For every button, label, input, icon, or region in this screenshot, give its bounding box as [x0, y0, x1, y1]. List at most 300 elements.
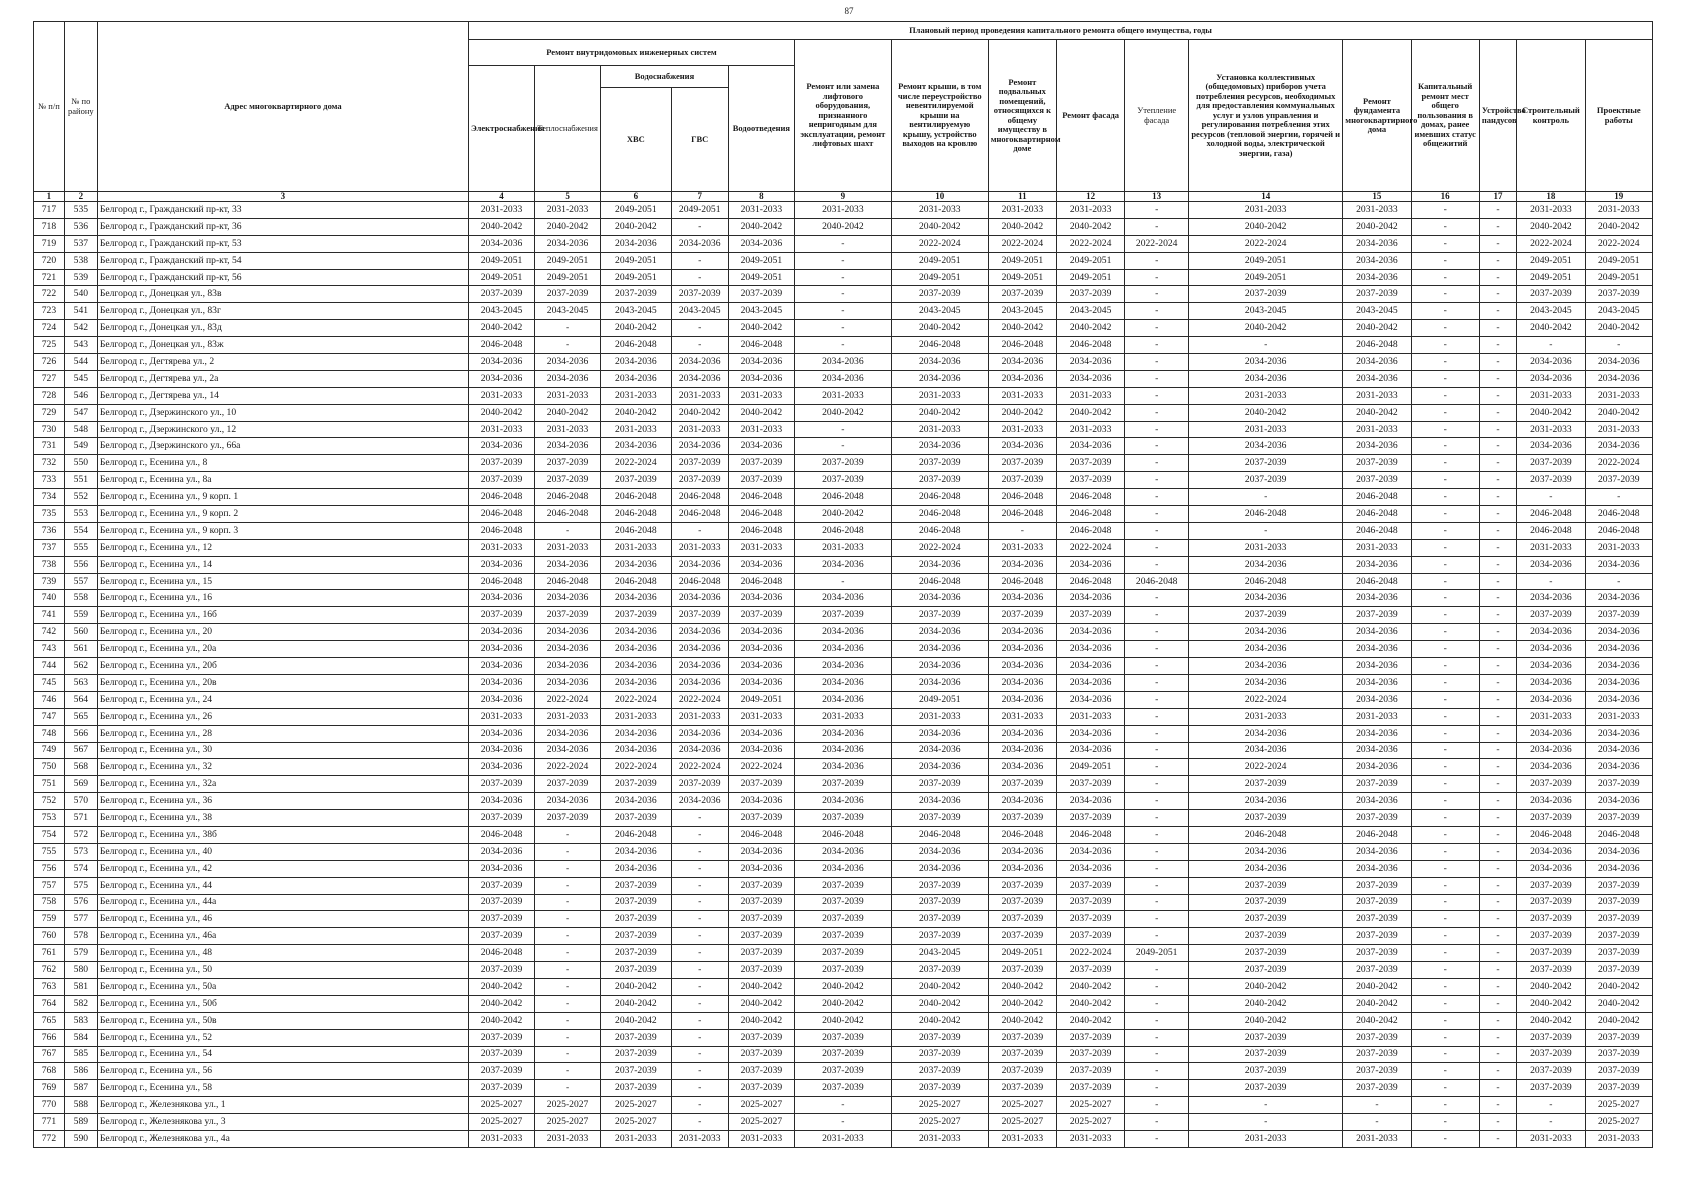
table-cell: 2037-2039: [601, 894, 671, 911]
table-cell: 2037-2039: [988, 776, 1056, 793]
table-cell: 2031-2033: [671, 1130, 728, 1147]
table-cell: -: [1479, 472, 1516, 489]
table-cell: 2031-2033: [1343, 202, 1411, 219]
table-cell: 2031-2033: [1056, 1130, 1124, 1147]
table-cell: 2040-2042: [535, 218, 601, 235]
table-cell: 2037-2039: [794, 1046, 891, 1063]
table-cell: 2037-2039: [1189, 894, 1343, 911]
table-cell: 2034-2036: [1585, 370, 1652, 387]
header-facade-insulation: Утепление фасада: [1125, 40, 1189, 192]
table-cell: 2037-2039: [728, 776, 794, 793]
table-cell: 2040-2042: [601, 320, 671, 337]
table-cell: 2049-2051: [601, 269, 671, 286]
table-cell: 2037-2039: [1343, 776, 1411, 793]
table-cell: -: [1479, 1012, 1516, 1029]
table-cell: 2031-2033: [891, 421, 988, 438]
table-cell: 2037-2039: [671, 472, 728, 489]
table-cell: 2049-2051: [1056, 759, 1124, 776]
table-cell: 2040-2042: [671, 404, 728, 421]
table-cell: 718: [34, 218, 65, 235]
table-cell: 2046-2048: [468, 573, 534, 590]
table-cell: 2043-2045: [891, 303, 988, 320]
table-cell: 2037-2039: [794, 607, 891, 624]
table-cell: -: [1479, 911, 1516, 928]
table-cell: 2022-2024: [1189, 235, 1343, 252]
table-cell: 2025-2027: [535, 1097, 601, 1114]
table-cell: 2043-2045: [728, 303, 794, 320]
table-cell: -: [535, 1012, 601, 1029]
table-cell: 2037-2039: [988, 894, 1056, 911]
table-cell: -: [671, 1080, 728, 1097]
table-cell: 2040-2042: [601, 995, 671, 1012]
table-cell: -: [671, 1029, 728, 1046]
table-cell: -: [1479, 776, 1516, 793]
table-cell: 2034-2036: [1056, 742, 1124, 759]
table-cell: 2031-2033: [1343, 708, 1411, 725]
table-cell: 2034-2036: [1189, 658, 1343, 675]
table-row: [34, 624, 1653, 641]
table-row: [34, 1046, 1653, 1063]
table-cell: 2037-2039: [988, 607, 1056, 624]
table-cell: 2037-2039: [468, 911, 534, 928]
table-cell: -: [1411, 354, 1479, 371]
table-cell: 2022-2024: [535, 759, 601, 776]
table-cell: 2037-2039: [601, 928, 671, 945]
table-row: [34, 674, 1653, 691]
table-row: [34, 759, 1653, 776]
table-cell: 2031-2033: [1585, 539, 1652, 556]
table-cell: 2037-2039: [728, 945, 794, 962]
table-cell: 570: [64, 793, 97, 810]
table-cell: 2034-2036: [1189, 438, 1343, 455]
table-cell: 2031-2033: [601, 708, 671, 725]
table-cell: -: [1125, 506, 1189, 523]
table-cell: -: [1411, 641, 1479, 658]
table-cell: 2031-2033: [468, 202, 534, 219]
table-cell: 2037-2039: [468, 455, 534, 472]
address-cell: Белгород г., Есенина ул., 14: [97, 556, 468, 573]
table-cell: 2037-2039: [728, 911, 794, 928]
table-body: [34, 202, 1653, 1148]
table-cell: 2034-2036: [1056, 793, 1124, 810]
table-cell: 2031-2033: [1585, 1130, 1652, 1147]
table-cell: 2034-2036: [468, 556, 534, 573]
column-number: 15: [1343, 192, 1411, 202]
table-cell: 2037-2039: [891, 810, 988, 827]
table-cell: 717: [34, 202, 65, 219]
table-row: [34, 978, 1653, 995]
table-cell: 2037-2039: [794, 928, 891, 945]
table-cell: 2046-2048: [1056, 826, 1124, 843]
table-cell: 2037-2039: [891, 1063, 988, 1080]
address-cell: Белгород г., Есенина ул., 44: [97, 877, 468, 894]
table-cell: 2034-2036: [1189, 370, 1343, 387]
table-cell: 2025-2027: [535, 1114, 601, 1131]
table-row: [34, 202, 1653, 219]
table-cell: 2046-2048: [601, 506, 671, 523]
table-cell: -: [1479, 826, 1516, 843]
table-cell: -: [1479, 590, 1516, 607]
table-cell: 2022-2024: [671, 691, 728, 708]
table-cell: 2049-2051: [988, 269, 1056, 286]
table-cell: 2034-2036: [794, 674, 891, 691]
table-cell: 730: [34, 421, 65, 438]
table-row: [34, 1114, 1653, 1131]
table-cell: 2034-2036: [1517, 370, 1585, 387]
table-cell: -: [1411, 286, 1479, 303]
address-cell: Белгород г., Есенина ул., 12: [97, 539, 468, 556]
table-cell: -: [1125, 928, 1189, 945]
table-cell: 559: [64, 607, 97, 624]
table-cell: -: [1125, 759, 1189, 776]
table-cell: 2022-2024: [1189, 759, 1343, 776]
table-cell: 2037-2039: [1056, 776, 1124, 793]
table-row: [34, 489, 1653, 506]
table-cell: 2031-2033: [468, 708, 534, 725]
table-cell: 2046-2048: [535, 506, 601, 523]
table-cell: 2037-2039: [535, 286, 601, 303]
table-cell: 2043-2045: [601, 303, 671, 320]
table-cell: -: [794, 573, 891, 590]
table-cell: 2034-2036: [988, 793, 1056, 810]
table-cell: 2037-2039: [728, 810, 794, 827]
address-cell: Белгород г., Железнякова ул., 3: [97, 1114, 468, 1131]
table-cell: 2037-2039: [1343, 945, 1411, 962]
table-cell: 2037-2039: [601, 877, 671, 894]
table-cell: 2034-2036: [671, 674, 728, 691]
table-cell: -: [1585, 489, 1652, 506]
table-cell: 2031-2033: [468, 421, 534, 438]
table-cell: 2034-2036: [988, 843, 1056, 860]
table-cell: 2034-2036: [601, 725, 671, 742]
table-cell: 2049-2051: [1517, 252, 1585, 269]
table-cell: 571: [64, 810, 97, 827]
table-cell: 2037-2039: [728, 1063, 794, 1080]
table-cell: 2040-2042: [1189, 320, 1343, 337]
table-cell: 2034-2036: [1585, 725, 1652, 742]
table-cell: 2046-2048: [1343, 506, 1411, 523]
table-cell: 770: [34, 1097, 65, 1114]
table-cell: 546: [64, 387, 97, 404]
table-cell: 2037-2039: [728, 928, 794, 945]
table-cell: -: [1585, 573, 1652, 590]
table-cell: 2040-2042: [468, 404, 534, 421]
table-cell: -: [1479, 235, 1516, 252]
table-cell: 2037-2039: [1189, 945, 1343, 962]
table-cell: 2046-2048: [988, 506, 1056, 523]
address-cell: Белгород г., Есенина ул., 20б: [97, 658, 468, 675]
table-cell: 2049-2051: [601, 252, 671, 269]
table-cell: -: [1411, 1012, 1479, 1029]
table-cell: 2037-2039: [1343, 911, 1411, 928]
table-cell: 722: [34, 286, 65, 303]
table-cell: 2034-2036: [1056, 590, 1124, 607]
table-cell: 2037-2039: [468, 894, 534, 911]
table-cell: -: [671, 911, 728, 928]
table-cell: 2046-2048: [1056, 489, 1124, 506]
address-cell: Белгород г., Есенина ул., 42: [97, 860, 468, 877]
table-cell: 2049-2051: [891, 269, 988, 286]
table-cell: 2034-2036: [1343, 725, 1411, 742]
table-cell: 576: [64, 894, 97, 911]
table-cell: 2037-2039: [601, 1029, 671, 1046]
table-cell: 2046-2048: [794, 522, 891, 539]
table-cell: 2040-2042: [1189, 1012, 1343, 1029]
table-cell: -: [1479, 978, 1516, 995]
table-cell: 2034-2036: [468, 354, 534, 371]
table-cell: -: [1411, 708, 1479, 725]
table-cell: 2034-2036: [1585, 590, 1652, 607]
table-cell: 2034-2036: [535, 354, 601, 371]
table-cell: 762: [34, 962, 65, 979]
table-cell: 2037-2039: [728, 286, 794, 303]
table-row: [34, 218, 1653, 235]
table-cell: -: [1411, 489, 1479, 506]
table-cell: 759: [34, 911, 65, 928]
table-cell: 2022-2024: [1585, 455, 1652, 472]
table-cell: 2037-2039: [1585, 911, 1652, 928]
table-cell: 2034-2036: [891, 658, 988, 675]
table-cell: 2040-2042: [1343, 978, 1411, 995]
address-cell: Белгород г., Есенина ул., 32а: [97, 776, 468, 793]
table-cell: 2043-2045: [535, 303, 601, 320]
address-cell: Белгород г., Есенина ул., 16: [97, 590, 468, 607]
table-cell: 727: [34, 370, 65, 387]
table-cell: 2034-2036: [891, 641, 988, 658]
table-cell: -: [1125, 421, 1189, 438]
table-cell: 2034-2036: [1189, 843, 1343, 860]
table-cell: 2034-2036: [601, 438, 671, 455]
table-cell: 2046-2048: [988, 826, 1056, 843]
table-cell: 547: [64, 404, 97, 421]
column-number: 14: [1189, 192, 1343, 202]
table-cell: 2031-2033: [601, 387, 671, 404]
header-design: Проектные работы: [1585, 40, 1652, 192]
table-cell: 2049-2051: [468, 269, 534, 286]
table-cell: 573: [64, 843, 97, 860]
table-cell: 2037-2039: [1517, 894, 1585, 911]
table-row: [34, 691, 1653, 708]
table-cell: 2046-2048: [1585, 522, 1652, 539]
table-cell: 2034-2036: [601, 641, 671, 658]
table-cell: 2034-2036: [468, 742, 534, 759]
table-cell: 2046-2048: [728, 506, 794, 523]
table-cell: 537: [64, 235, 97, 252]
table-cell: 2034-2036: [1517, 843, 1585, 860]
table-cell: -: [1125, 252, 1189, 269]
table-cell: 2031-2033: [1343, 387, 1411, 404]
table-cell: -: [1411, 843, 1479, 860]
table-cell: -: [1479, 658, 1516, 675]
table-cell: 2034-2036: [794, 556, 891, 573]
table-cell: -: [1517, 573, 1585, 590]
table-cell: -: [671, 894, 728, 911]
table-cell: -: [1479, 522, 1516, 539]
table-cell: 2037-2039: [891, 776, 988, 793]
table-cell: 2043-2045: [1056, 303, 1124, 320]
table-cell: 2034-2036: [1585, 674, 1652, 691]
table-cell: 2040-2042: [1056, 995, 1124, 1012]
table-cell: -: [1479, 202, 1516, 219]
table-row: [34, 826, 1653, 843]
table-cell: -: [1479, 286, 1516, 303]
table-cell: 2046-2048: [1189, 826, 1343, 843]
table-row: [34, 1029, 1653, 1046]
table-cell: 2037-2039: [728, 455, 794, 472]
table-cell: 2034-2036: [1189, 742, 1343, 759]
schedule-table: [33, 21, 1653, 1148]
table-cell: 756: [34, 860, 65, 877]
table-cell: 2040-2042: [1585, 404, 1652, 421]
table-cell: -: [535, 1080, 601, 1097]
table-cell: 2034-2036: [1056, 674, 1124, 691]
table-cell: 729: [34, 404, 65, 421]
table-cell: 2034-2036: [891, 742, 988, 759]
table-cell: 2034-2036: [891, 860, 988, 877]
header-drainage: Водоотведения: [728, 66, 794, 192]
table-cell: 757: [34, 877, 65, 894]
table-cell: 2031-2033: [1517, 708, 1585, 725]
table-cell: 2046-2048: [891, 522, 988, 539]
column-number: 19: [1585, 192, 1652, 202]
table-cell: 2025-2027: [728, 1097, 794, 1114]
table-cell: 2034-2036: [671, 725, 728, 742]
table-cell: 2037-2039: [1056, 810, 1124, 827]
table-cell: -: [794, 320, 891, 337]
table-cell: -: [1411, 945, 1479, 962]
table-cell: 2037-2039: [1189, 1029, 1343, 1046]
table-cell: -: [1411, 387, 1479, 404]
table-cell: -: [1411, 1114, 1479, 1131]
table-cell: 2046-2048: [728, 826, 794, 843]
table-cell: 2034-2036: [1343, 658, 1411, 675]
table-cell: -: [1125, 1029, 1189, 1046]
table-cell: 2037-2039: [1056, 286, 1124, 303]
table-cell: 2025-2027: [1056, 1097, 1124, 1114]
table-cell: 2031-2033: [1056, 421, 1124, 438]
table-cell: 549: [64, 438, 97, 455]
table-cell: 2049-2051: [535, 252, 601, 269]
table-row: [34, 607, 1653, 624]
table-cell: 588: [64, 1097, 97, 1114]
table-cell: 2037-2039: [794, 911, 891, 928]
table-cell: 2031-2033: [671, 421, 728, 438]
table-cell: -: [1125, 911, 1189, 928]
table-cell: -: [1411, 252, 1479, 269]
table-cell: 2034-2036: [891, 354, 988, 371]
table-cell: 2040-2042: [601, 218, 671, 235]
table-cell: 2034-2036: [1343, 590, 1411, 607]
table-cell: -: [1125, 455, 1189, 472]
table-cell: -: [1411, 995, 1479, 1012]
table-cell: 2046-2048: [535, 489, 601, 506]
table-cell: 2037-2039: [794, 894, 891, 911]
table-cell: 2034-2036: [1343, 793, 1411, 810]
table-cell: 2037-2039: [728, 1080, 794, 1097]
page-number: 87: [844, 6, 854, 16]
table-cell: 2037-2039: [1585, 472, 1652, 489]
table-cell: 761: [34, 945, 65, 962]
table-cell: 2046-2048: [1056, 522, 1124, 539]
table-cell: 2046-2048: [728, 337, 794, 354]
table-cell: 2049-2051: [671, 202, 728, 219]
table-cell: 2040-2042: [1056, 404, 1124, 421]
table-cell: 742: [34, 624, 65, 641]
table-cell: 2037-2039: [728, 894, 794, 911]
table-cell: 2037-2039: [468, 607, 534, 624]
table-cell: 2037-2039: [1517, 810, 1585, 827]
table-row: [34, 742, 1653, 759]
table-cell: 2037-2039: [891, 894, 988, 911]
table-cell: 2037-2039: [1056, 1046, 1124, 1063]
table-cell: -: [671, 826, 728, 843]
table-cell: 2037-2039: [891, 911, 988, 928]
table-cell: -: [671, 962, 728, 979]
table-cell: 2034-2036: [988, 742, 1056, 759]
table-cell: 732: [34, 455, 65, 472]
address-cell: Белгород г., Есенина ул., 38: [97, 810, 468, 827]
table-cell: 2034-2036: [1585, 691, 1652, 708]
table-cell: 745: [34, 674, 65, 691]
table-cell: 2034-2036: [1056, 438, 1124, 455]
table-cell: 2037-2039: [671, 607, 728, 624]
column-number: 8: [728, 192, 794, 202]
table-cell: -: [1125, 556, 1189, 573]
table-cell: 728: [34, 387, 65, 404]
table-cell: 2037-2039: [1343, 894, 1411, 911]
table-cell: 2046-2048: [1517, 826, 1585, 843]
table-cell: -: [1479, 1029, 1516, 1046]
table-cell: -: [1479, 1114, 1516, 1131]
table-row: [34, 843, 1653, 860]
table-cell: 2040-2042: [1056, 218, 1124, 235]
table-cell: 2031-2033: [671, 539, 728, 556]
table-cell: 2037-2039: [1056, 1080, 1124, 1097]
table-cell: 2034-2036: [1517, 793, 1585, 810]
table-cell: 2034-2036: [1189, 354, 1343, 371]
table-cell: 2037-2039: [671, 286, 728, 303]
table-cell: 2040-2042: [1517, 320, 1585, 337]
table-cell: 2046-2048: [891, 489, 988, 506]
table-cell: 2031-2033: [728, 1130, 794, 1147]
table-cell: 2037-2039: [1517, 945, 1585, 962]
table-cell: 2037-2039: [601, 607, 671, 624]
table-cell: 2046-2048: [1343, 337, 1411, 354]
table-cell: 2031-2033: [988, 421, 1056, 438]
address-cell: Белгород г., Есенина ул., 24: [97, 691, 468, 708]
table-cell: 2034-2036: [1056, 624, 1124, 641]
table-cell: 575: [64, 877, 97, 894]
table-cell: -: [671, 1097, 728, 1114]
table-cell: -: [1125, 539, 1189, 556]
table-cell: 2046-2048: [891, 506, 988, 523]
table-cell: 2034-2036: [601, 370, 671, 387]
table-cell: 2031-2033: [1517, 202, 1585, 219]
table-cell: 2046-2048: [601, 489, 671, 506]
table-cell: -: [535, 843, 601, 860]
address-cell: Белгород г., Донецкая ул., 83г: [97, 303, 468, 320]
table-row: [34, 860, 1653, 877]
table-cell: 725: [34, 337, 65, 354]
table-cell: 2037-2039: [1517, 455, 1585, 472]
table-cell: 2037-2039: [1585, 607, 1652, 624]
table-cell: 2031-2033: [1056, 387, 1124, 404]
table-cell: 2040-2042: [468, 218, 534, 235]
table-cell: 769: [34, 1080, 65, 1097]
table-cell: 2034-2036: [891, 438, 988, 455]
table-cell: 766: [34, 1029, 65, 1046]
table-cell: -: [1189, 489, 1343, 506]
